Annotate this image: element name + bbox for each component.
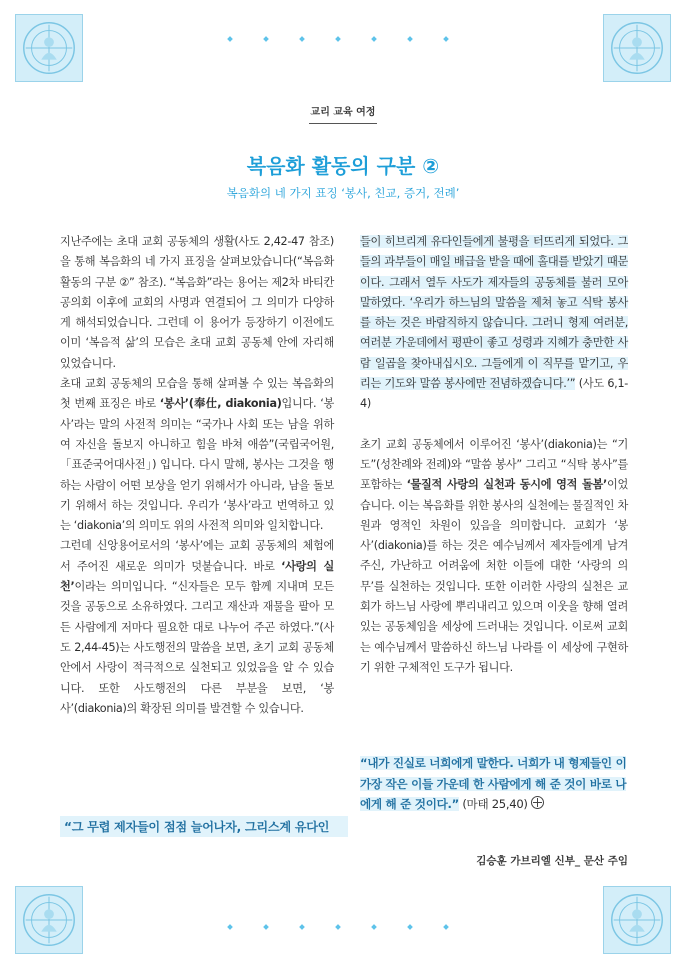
paragraph-text: 입니다. ‘봉사’라는 말의 사전적 의미는 “국가나 사회 또는 남을 위하여 자신을 돌보지 아니하고 힘을 바쳐 애씀”(국립국어원,「표준국어대사전」) 입니다. 다시 말해, 봉사는 그것을 행하는 사람이 어떤 보상을 얻기 위해서가 아니라, 남을 돌보기 위해서 하는 것입니다. 우리가 ‘봉사’라고 번역하고 있는 ‘diakonia’의 의미도 위의 사전적 의미와 일치합니다.	[60, 397, 334, 533]
cross-circle-icon	[531, 796, 544, 809]
corner-ornament-icon	[603, 886, 671, 954]
bold-term: ‘봉사’(奉仕, diakonia)	[159, 397, 282, 411]
paragraph-text: 이었습니다. 이는 복음화를 위한 봉사의 실천에는 물질적인 차원과 영적인 차원이 있음을 의미합니다. 교회가 ‘봉사’(diakonia)를 하는 것은 예수님께서 제자들에게 남겨주신, 가난하고 어려움에 처한 이들에 대한 ‘사랑의 의무’를 실천하는 것입니다. 또한 이러한 사랑의 실천은 교회가 하느님 사랑에 뿌리내리고 있으며 이웃을 향해 열려있는 공동체임을 세상에 드러내는 것입니다. 이로써 교회는 예수님께서 말씀하신 하느님 나라를 이 세상에 구현하기 위한 구체적인 도구가 됩니다.	[360, 478, 628, 674]
paragraph-text: 초대 교회 공동체의 모습을 통해 살펴볼 수 있는 복음화의 첫 번째 표징은 바로	[60, 377, 334, 411]
paragraph	[60, 374, 334, 536]
right-column	[360, 232, 628, 678]
page-subtitle: 복음화의 네 가지 표징 ‘봉사, 친교, 증거, 전례’	[226, 186, 460, 200]
closing-quote-reference: (마태 25,40)	[462, 797, 528, 811]
left-column	[60, 232, 334, 719]
section-label: 교리 교육 여정	[310, 107, 376, 118]
scripture-quote-start: “그 무렵 제자들이 점점 늘어나자, 그리스계 유다인	[60, 816, 348, 837]
paragraph: 지난주에는 초대 교회 공동체의 생활(사도 2,42-47 참조)을 통해 복음화의 네 가지 표징을 살펴보았습니다(“복음화 활동의 구분 ②” 참조). “복음화”라는 용어는 제2차 바티칸 공의회 이후에 교회의 사명과 연결되어 그 의미가 다양하게 해석되었습니다. 그런데 이 용어가 등장하기 이전에도 이미 ‘복음적 삶’의 모습은 초대 교회 공동체 안에 자리해 있었습니다.	[60, 235, 334, 370]
closing-quote	[360, 753, 628, 815]
page-title: 복음화 활동의 구분 ②	[246, 154, 440, 178]
bold-term: ‘사랑의 실천’	[60, 559, 334, 594]
scripture-quote	[360, 232, 628, 415]
paragraph-text: 이라는 의미입니다. “신자들은 모두 함께 지내며 모든 것을 공동으로 소유하였다. 그리고 재산과 재물을 팔아 모든 사람에게 저마다 필요한 대로 나누어 주곤 하였다.”(사도 2,44-45)는 사도행전의 말씀을 보면, 초기 교회 공동체 안에서 사랑이 적극적으로 실천되고 있었음을 알 수 있습니다. 또한 사도행전의 다른 부분을 보면, ‘봉사’(diakonia)의 확장된 의미를 발견할 수 있습니다.	[60, 580, 334, 715]
quote-text: 들이 히브리계 유다인들에게 불평을 터뜨리게 되었다. 그들의 과부들이 매일 배급을 받을 때에 홀대를 받았기 때문이다. 그래서 열두 사도가 제자들의 공동체를 불러 모아 말하였다. ‘우리가 하느님의 말씀을 제쳐 놓고 식탁 봉사를 하는 것은 바람직하지 않습니다. 그러니 형제 여러분, 여러분 가운데에서 평판이 좋고 성령과 지혜가 충만한 사람 일곱을 찾아내십시오. 그들에게 이 직무를 맡기고, 우리는 기도와 말씀 봉사에만 전념하겠습니다.’”	[360, 235, 628, 391]
bold-term: ‘물질적 사랑의 실천과 동시에 영적 돌봄’	[406, 478, 607, 492]
paragraph	[60, 536, 334, 719]
closing-quote-text: “내가 진실로 너희에게 말한다. 너희가 내 형제들인 이 가장 작은 이들 가운데 한 사람에게 해 준 것이 바로 나에게 해 준 것이다.”	[360, 756, 627, 811]
decorative-dots	[228, 37, 458, 43]
corner-ornament-icon	[603, 14, 671, 82]
divider	[309, 123, 377, 124]
decorative-dots	[228, 925, 458, 931]
author-credit: 김승훈 가브리엘 신부_ 문산 주임	[476, 855, 628, 867]
corner-ornament-icon	[15, 14, 83, 82]
corner-ornament-icon	[15, 886, 83, 954]
paragraph-text: 초기 교회 공동체에서 이루어진 ‘봉사’(diakonia)는 “기도”(성찬례와 전례)와 “말씀 봉사” 그리고 “식탁 봉사”를 포함하는	[360, 437, 628, 492]
paragraph	[360, 435, 628, 679]
quote-reference: (사도 6,1-4)	[360, 377, 628, 411]
paragraph-text: 그런데 신앙용어로서의 ‘봉사’에는 교회 공동체의 체험에서 주어진 새로운 의미가 덧붙습니다. 바로	[60, 539, 334, 573]
